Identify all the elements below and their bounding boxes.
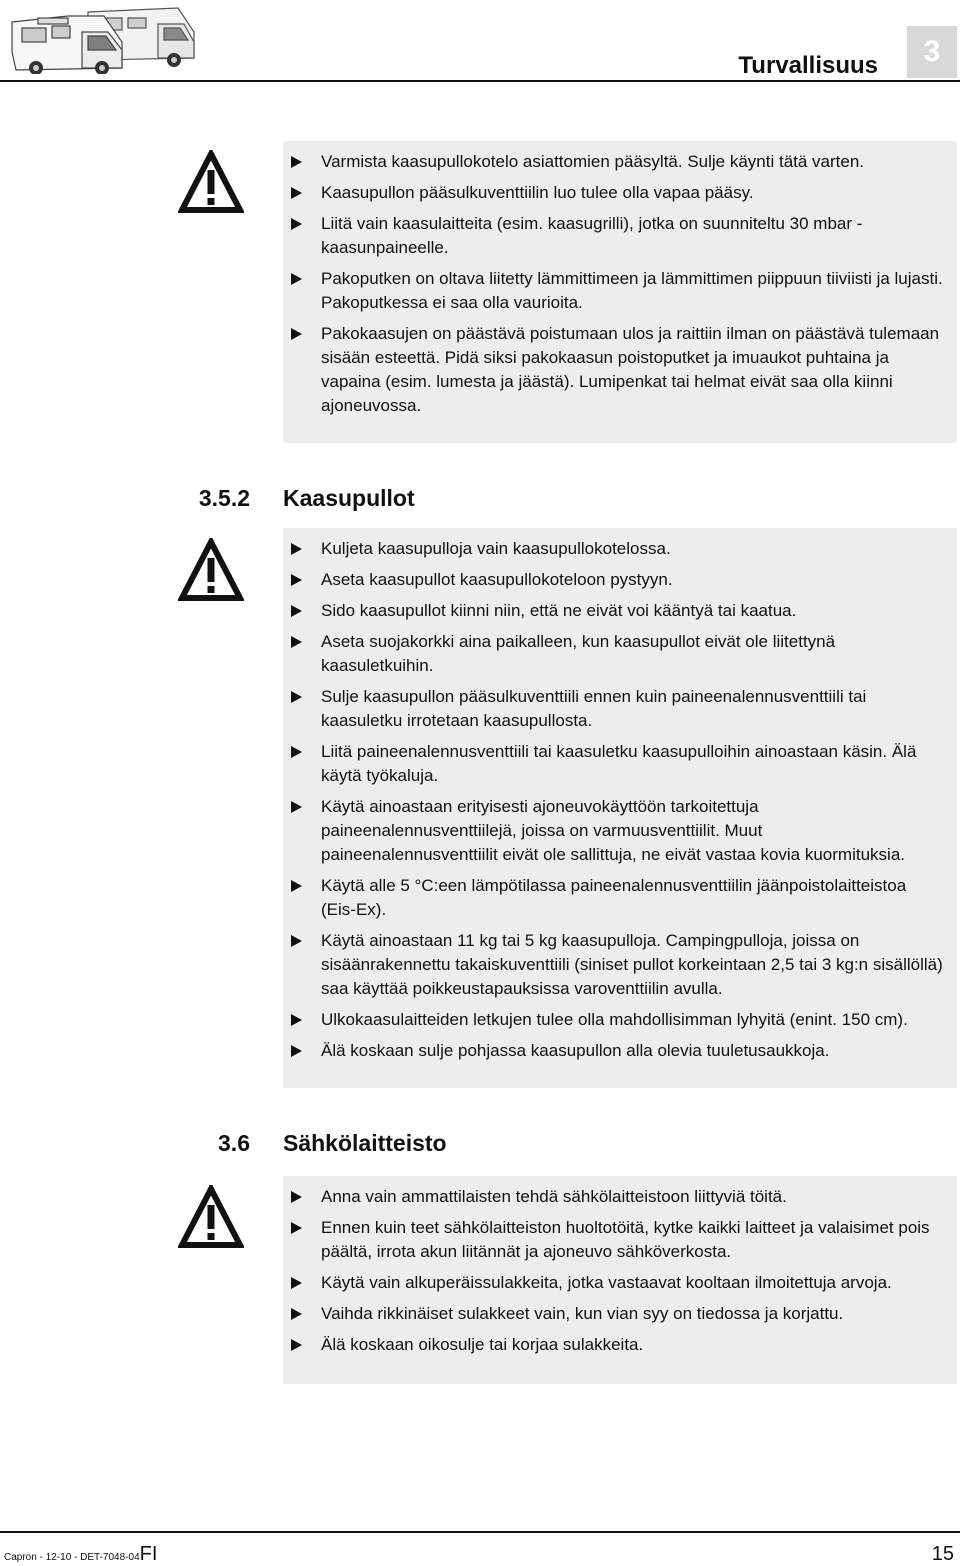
list-item: Liitä paineenalennusventtiili tai kaasuletku kaasupulloihin ainoastaan käsin. Älä käytä työkaluja. <box>321 740 957 788</box>
list-item: Käytä vain alkuperäissulakkeita, jotka vastaavat kooltaan ilmoitettuja arvoja. <box>321 1271 957 1295</box>
section-number: 3.5.2 <box>198 485 250 511</box>
list-item: Liitä vain kaasulaitteita (esim. kaasugrilli), jotka on suunniteltu 30 mbar -kaasunpaineelle. <box>321 212 957 260</box>
list-item: Kuljeta kaasupulloja vain kaasupullokotelossa. <box>321 537 957 561</box>
footer-document-reference <box>4 1543 157 1566</box>
list-item: Anna vain ammattilaisten tehdä sähkölaitteistoon liittyviä töitä. <box>321 1185 957 1209</box>
list-item: Käytä ainoastaan erityisesti ajoneuvokäyttöön tarkoitettuja paineenalennusventtiilejä, joissa on varmuusventtiilit. Muut paineenalennusventtiilit eivät ole sallittuja, ne eivät vastaa kovia kuormituksia. <box>321 795 957 867</box>
list-item: Aseta kaasupullot kaasupullokoteloon pystyyn. <box>321 568 957 592</box>
language-code: FI <box>139 1543 158 1565</box>
list-item: Kaasupullon pääsulkuventtiilin luo tulee olla vapaa pääsy. <box>321 181 957 205</box>
list-item: Vaihda rikkinäiset sulakkeet vain, kun vian syy on tiedossa ja korjattu. <box>321 1302 957 1326</box>
list-item: Älä koskaan oikosulje tai korjaa sulakkeita. <box>321 1333 957 1357</box>
header-divider <box>0 80 960 82</box>
list-item: Ennen kuin teet sähkölaitteiston huoltotöitä, kytke kaikki laitteet ja valaisimet pois päältä, irrota akun liitännät ja ajoneuvo sähköverkosta. <box>321 1216 957 1264</box>
warning-triangle-icon <box>178 150 244 214</box>
list-item: Sido kaasupullot kiinni niin, että ne eivät voi kääntyä tai kaatua. <box>321 599 957 623</box>
bullet-list <box>321 150 957 418</box>
list-item: Pakoputken on oltava liitetty lämmittimeen ja lämmittimen piippuun tiiviisti ja lujasti. Pakoputkessa ei saa olla vaurioita. <box>321 267 957 315</box>
list-item: Pakokaasujen on päästävä poistumaan ulos ja raittiin ilman on päästävä tulemaan sisään esteettä. Pidä siksi pakokaasun poistoputket ja imuaukot puhtaina ja vapaina (esim. lumesta ja jäästä). Lumipenkat tai helmat eivät saa olla kiinni ajoneuvossa. <box>321 322 957 418</box>
bullet-list <box>321 1185 957 1357</box>
safety-notice-block <box>283 528 957 1088</box>
safety-notice-block <box>283 141 957 443</box>
page-number: 15 <box>931 1543 954 1565</box>
motorhome-illustration-icon <box>8 2 198 74</box>
list-item: Aseta suojakorkki aina paikalleen, kun kaasupullot eivät ole liitettynä kaasuletkuihin. <box>321 630 957 678</box>
list-item: Varmista kaasupullokotelo asiattomien pääsyltä. Sulje käynti tätä varten. <box>321 150 957 174</box>
list-item: Ulkokaasulaitteiden letkujen tulee olla mahdollisimman lyhyitä (enint. 150 cm). <box>321 1008 957 1032</box>
section-number: 3.6 <box>218 1130 250 1156</box>
list-item: Älä koskaan sulje pohjassa kaasupullon alla olevia tuuletusaukkoja. <box>321 1039 957 1063</box>
page-title: Turvallisuus <box>738 52 878 79</box>
list-item: Käytä ainoastaan 11 kg tai 5 kg kaasupulloja. Campingpulloja, joissa on sisäänrakennettu takaiskuventtiili (siniset pullot korkeintaan 2,5 tai 3 kg:n sisällöllä) saa käyttää poikkeustapauksissa varoventtiilin avulla. <box>321 929 957 1001</box>
chapter-number-badge: 3 <box>907 26 957 78</box>
doc-reference: Capron - 12-10 - DET-7048-04 <box>4 1552 140 1563</box>
bullet-list <box>321 537 957 1063</box>
warning-triangle-icon <box>178 538 244 602</box>
footer-divider <box>0 1531 960 1533</box>
safety-notice-block <box>283 1176 957 1384</box>
list-item: Sulje kaasupullon pääsulkuventtiili ennen kuin paineenalennusventtiili tai kaasuletku irrotetaan kaasupullosta. <box>321 685 957 733</box>
list-item: Käytä alle 5 °C:een lämpötilassa paineenalennusventtiilin jäänpoistolaitteistoa (Eis-Ex). <box>321 874 957 922</box>
section-title: Sähkölaitteisto <box>283 1130 447 1156</box>
warning-triangle-icon <box>178 1185 244 1249</box>
section-title: Kaasupullot <box>283 485 415 511</box>
page-header <box>0 0 960 80</box>
